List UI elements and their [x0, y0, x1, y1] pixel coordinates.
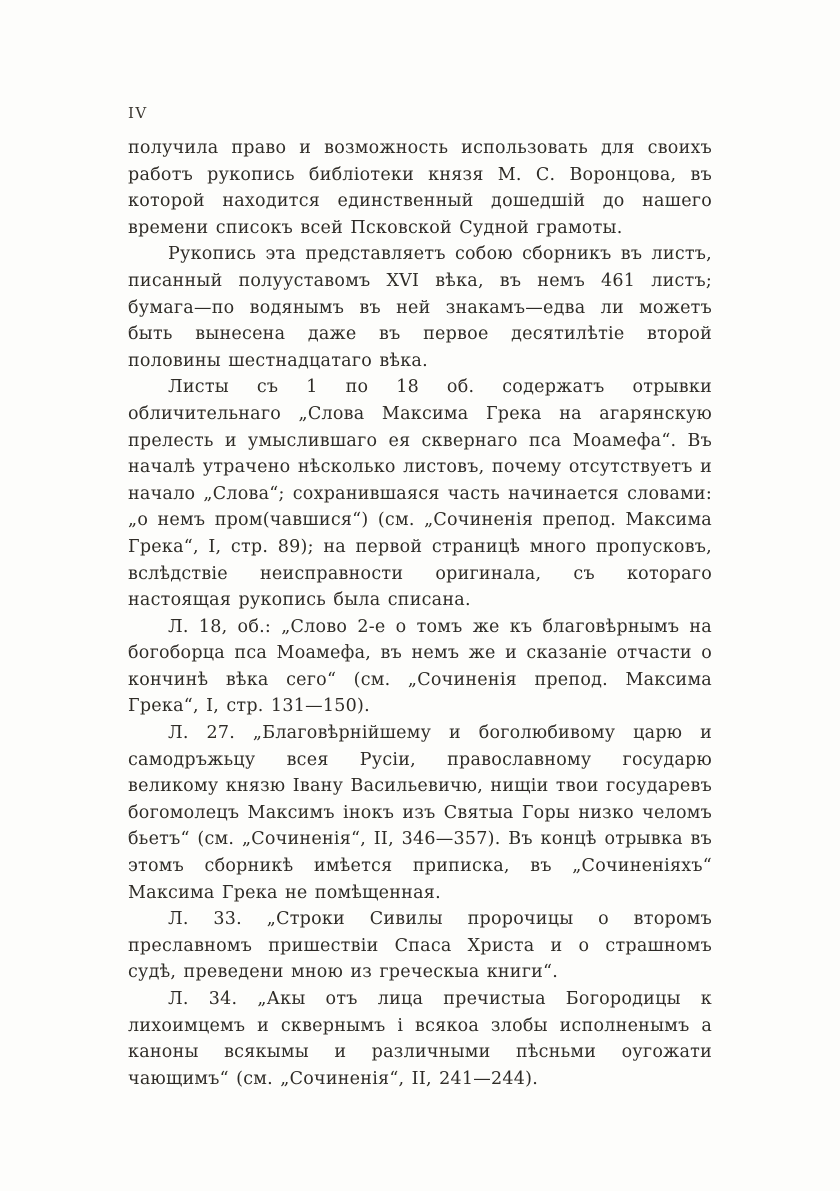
page-number: IV [128, 104, 148, 122]
paragraph-leaf-34: Л. 34. „Акы отъ лица пречистыа Богородицы к лихоимцемъ и сквернымъ і всякоа злобы исполненымъ а каноны всякымы и различными пѣсньми оугожати чающимъ“ (см. „Сочиненія“, II, 241—244). [128, 989, 712, 1089]
paragraph-leaf-33: Л. 33. „Строки Сивилы пророчицы о второмъ преславномъ пришествіи Спаса Христа и о страшномъ судѣ, преведени мною из греческыа книги“. [128, 909, 712, 983]
page-body-text [128, 135, 712, 1092]
paragraph-leaf-27: Л. 27. „Благовѣрнійшему и боголюбивому царю и самодръжьцу всея Русіи, православному государю великому князю Івану Васильевичю, нищіи твои государевъ богомолецъ Максимъ інокъ изъ Святыа Горы низко челомъ бьетъ“ (см. „Сочиненія“, II, 346—357). Въ концѣ отрывка въ этомъ сборникѣ имѣется приписка, въ „Сочиненіяхъ“ Максима Грека не помѣщенная. [128, 723, 712, 903]
paragraph-leaf-18v: Л. 18, об.: „Слово 2-е о томъ же къ благовѣрнымъ на богоборца пса Моамефа, въ немъ же и сказаніе отчасти о кончинѣ вѣка сего“ (см. „Сочиненія препод. Максима Грека“, I, стр. 131—150). [128, 616, 712, 717]
paragraph-continuation: получила право и возможность использовать для своихъ работъ рукопись библіотеки князя М. С. Воронцова, въ которой находится единственный дошедшій до нашего времени списокъ всей Псковской Судной грамоты. [128, 138, 712, 238]
paragraph-manuscript-description: Рукопись эта представляетъ собою сборникъ въ листъ, писанный полууставомъ XVI вѣка, въ немъ 461 листъ; бумага—по водянымъ въ ней знакамъ—едва ли можетъ быть вынесена даже въ первое десятилѣтіе второй половины шестнадцатаго вѣка. [128, 244, 712, 371]
paragraph-leaves-1-18: Листы съ 1 по 18 об. содержатъ отрывки обличительнаго „Слова Максима Грека на агарянскую прелесть и умыслившаго ея сквернаго пса Моамефа“. Въ началѣ утрачено нѣсколько листовъ, почему отсутствуетъ и начало „Слова“; сохранившаяся часть начинается словами: „о немъ пром(чавшися“) (см. „Сочиненія препод. Максима Грека“, I, стр. 89); на первой страницѣ много пропусковъ, вслѣдствіе неисправности оригинала, съ котораго настоящая рукопись была списана. [128, 377, 712, 611]
